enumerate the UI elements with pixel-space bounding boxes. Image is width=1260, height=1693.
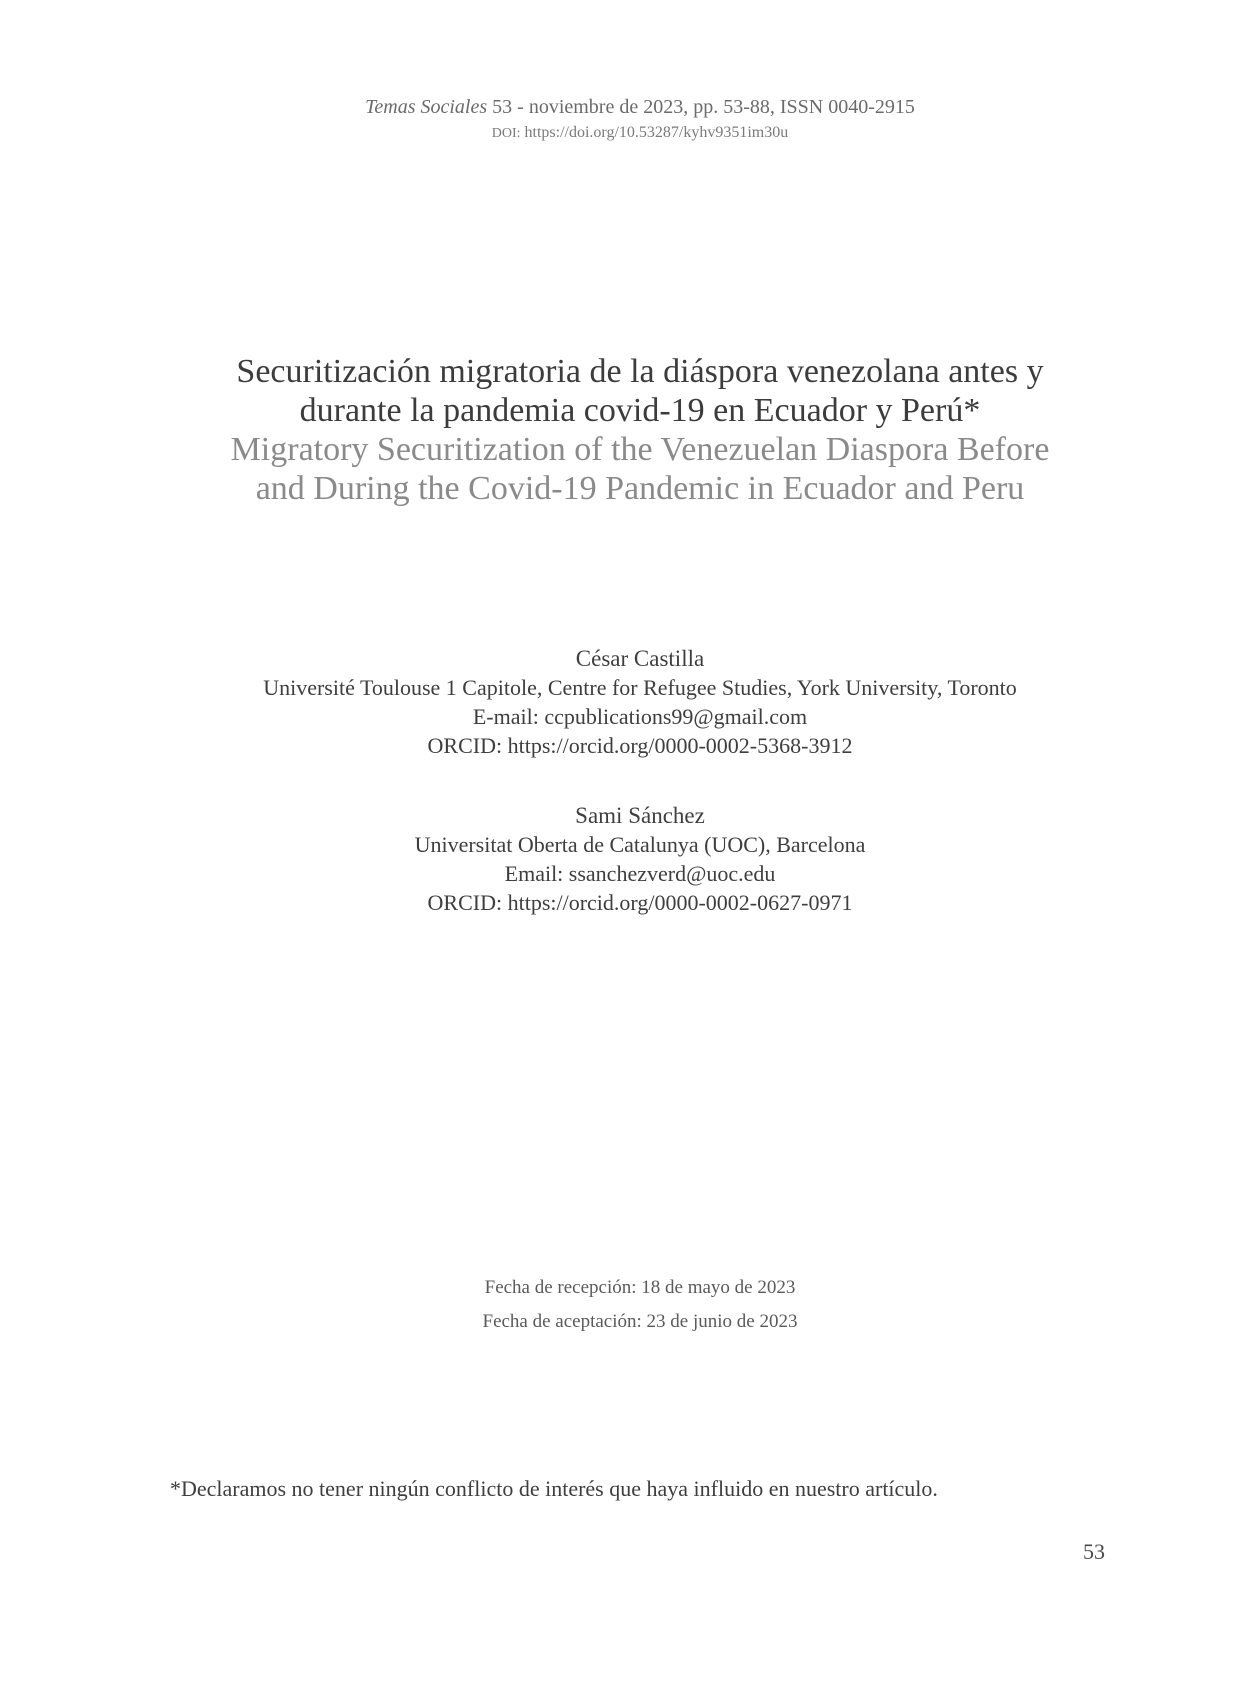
page-number: 53 <box>1083 1539 1105 1564</box>
english-title <box>10 430 1260 508</box>
author-block-1 <box>10 644 1260 760</box>
author-orcid[interactable]: ORCID: https://orcid.org/0000-0002-0627-0971 <box>427 890 853 915</box>
submission-dates <box>10 1271 1260 1339</box>
doi-link[interactable]: https://doi.org/10.53287/kyhv9351im30u <box>524 124 789 141</box>
date-accepted: Fecha de aceptación: 23 de junio de 2023 <box>482 1311 798 1332</box>
doi-line <box>10 122 1260 145</box>
author-affiliation: Université Toulouse 1 Capitole, Centre for Refugee Studies, York University, Toronto <box>263 675 1017 700</box>
author-affiliation: Universitat Oberta de Catalunya (UOC), Barcelona <box>414 832 866 857</box>
author-name: Sami Sánchez <box>575 803 705 828</box>
conflict-of-interest-footnote: *Declaramos no tener ningún conflicto de interés que haya influido en nuestro artículo. <box>170 1476 938 1501</box>
doi-label: DOI: <box>491 126 521 141</box>
author-name: César Castilla <box>575 646 705 671</box>
journal-name: Temas Sociales <box>365 96 488 118</box>
spanish-title-line-2: durante la pandemia covid-19 en Ecuador y Perú* <box>299 392 981 429</box>
citation-details: 53 - noviembre de 2023, pp. 53-88, ISSN 0040-2915 <box>492 96 915 118</box>
spanish-title <box>10 352 1260 430</box>
journal-header <box>10 92 1260 145</box>
author-email[interactable]: Email: ssanchezverd@uoc.edu <box>504 861 776 886</box>
author-email[interactable]: E-mail: ccpublications99@gmail.com <box>472 704 808 729</box>
english-title-line-1: Migratory Securitization of the Venezuelan Diaspora Before <box>230 431 1050 468</box>
author-block-2 <box>10 801 1260 917</box>
title-block <box>10 352 1260 508</box>
author-orcid[interactable]: ORCID: https://orcid.org/0000-0002-5368-3912 <box>427 733 853 758</box>
citation-line <box>10 92 1260 122</box>
date-received: Fecha de recepción: 18 de mayo de 2023 <box>484 1277 796 1298</box>
spanish-title-line-1: Securitización migratoria de la diáspora venezolana antes y <box>236 353 1044 390</box>
english-title-line-2: and During the Covid-19 Pandemic in Ecuador and Peru <box>255 470 1025 507</box>
